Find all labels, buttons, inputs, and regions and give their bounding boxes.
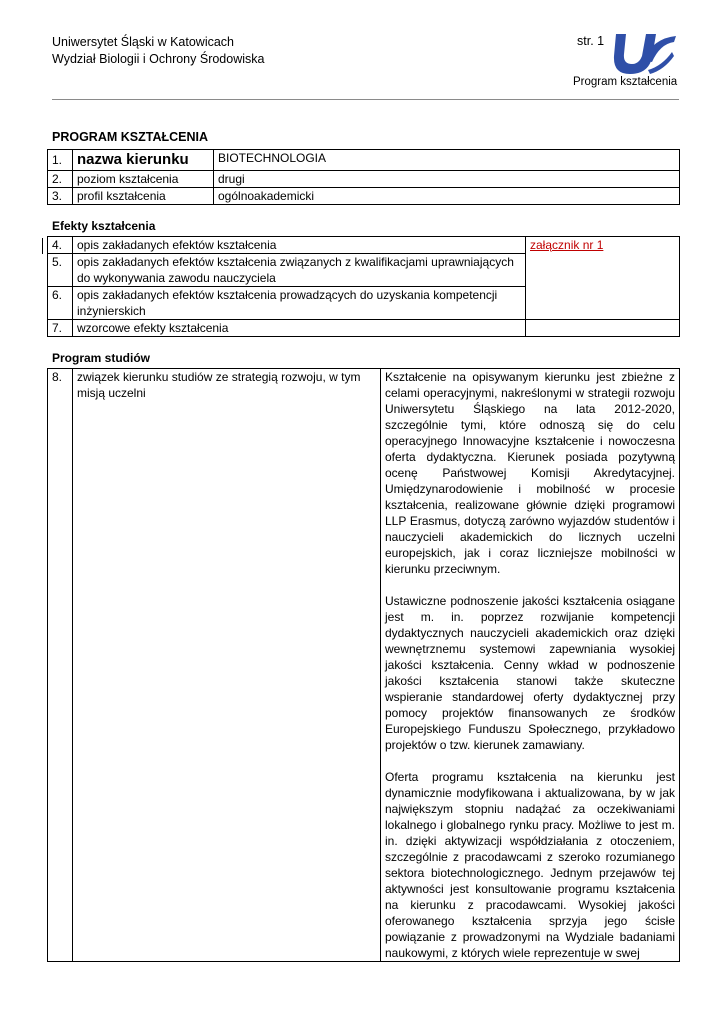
header-divider [52,99,679,100]
row-number: 2. [48,171,73,188]
description-cell [381,369,680,962]
row-value: BIOTECHNOLOGIA [214,150,680,171]
page-header-left [52,34,264,68]
basic-info-table [47,149,680,205]
row-text: wzorcowe efekty kształcenia [73,320,526,337]
faculty-name: Wydział Biologii i Ochrony Środowiska [52,52,265,66]
table-row [48,188,680,205]
row-number: 5. [48,254,73,287]
document-title: PROGRAM KSZTAŁCENIA [52,130,209,144]
empty-cell [526,320,680,337]
description-paragraph: Oferta programu kształcenia na kierunku jest dynamicznie modyfikowana i aktualizowana, by w jak największym stopniu nadążać za oczekiwaniami lokalnego i globalnego rynku pracy. Możliwe to jest m. in. dzięki aktywizacji współdziałania z otoczeniem, szczególnie z pracodawcami z szeroko rozumianego sektora biotechnologicznego. Jednym przejawów tej aktywności jest konsultowanie programu kształcenia na kierunku z pracodawcami. Wysokiej jakości oferowanego kształcenia sprzyja jego ścisłe powiązanie z prowadzonymi na Wydziale badaniami naukowymi, z których wiele reprezentuje w swej [385,770,675,960]
row-number: 3. [48,188,73,205]
university-logo-icon [612,30,676,76]
table-row [48,171,680,188]
description-paragraph: Ustawiczne podnoszenie jakości kształcenia osiągane jest m. in. poprzez rozwijanie kompetencji dydaktycznych nauczycieli akademickich oraz dzięki wewnętrznemu systemowi zapewniania wysokiej jakości kształcenia. Cenny wkład w podnoszenie jakości kształcenia stanowi także skuteczne wspieranie standardowej oferty dydaktycznej przy pomocy projektów finansowanych ze środków Europejskiego Funduszu Społecznego, przykładowo projektów o tzw. kierunek zamawiany. [385,594,675,752]
row-label: poziom kształcenia [73,171,214,188]
row-label: nazwa kierunku [73,150,214,171]
row-number: 8. [48,369,73,962]
row-label: profil kształcenia [73,188,214,205]
section-heading-program: Program studiów [52,351,151,365]
row-label: związek kierunku studiów ze strategią rozwoju, w tym misją uczelni [73,369,381,962]
row-number: 1. [48,150,73,171]
row-value: drugi [214,171,680,188]
table-row [48,150,680,171]
row-number: 6. [48,287,73,320]
row-number: 7. [48,320,73,337]
row-text: opis zakładanych efektów kształcenia prowadzących do uzyskania kompetencji inżynierskich [73,287,526,320]
attachment-link[interactable]: załącznik nr 1 [530,238,604,252]
program-table [47,368,680,962]
table-row [48,369,680,962]
university-name: Uniwersytet Śląski w Katowicach [52,35,235,49]
section-heading-efekty: Efekty kształcenia [52,219,156,233]
row-number: 4. [48,237,73,254]
change-bar [42,238,43,254]
row-value: ogólnoakademicki [214,188,680,205]
table-row [48,237,680,254]
row-text: opis zakładanych efektów kształcenia [73,237,526,254]
table-row [48,320,680,337]
page-number: str. 1 [577,34,605,48]
description-paragraph: Kształcenie na opisywanym kierunku jest zbieżne z celami operacyjnymi, nakreślonymi w strategii rozwoju Uniwersytetu Śląskiego na lata 2012-2020, szczególnie tymi, które odnoszą się do celu operacyjnego Innowacyjne kształcenie i nowoczesna oferta dydaktyczna. Kierunek posiada pozytywną ocenę Państwowej Komisji Akredytacyjnej. Umiędzynarodowienie i mobilność w procesie kształcenia, realizowane głównie dzięki programowi LLP Erasmus, dotyczą zarówno wyjazdów studentów i nauczycieli akademickich do licznych uczelni europejskich, jak i coraz liczniejsze mobilności w kierunku przeciwnym. [385,370,675,576]
attachment-cell [526,237,680,320]
row-text: opis zakładanych efektów kształcenia związanych z kwalifikacjami uprawniających do wykonywania zawodu nauczyciela [73,254,526,287]
program-label: Program kształcenia [573,76,678,88]
learning-outcomes-table [47,236,680,337]
